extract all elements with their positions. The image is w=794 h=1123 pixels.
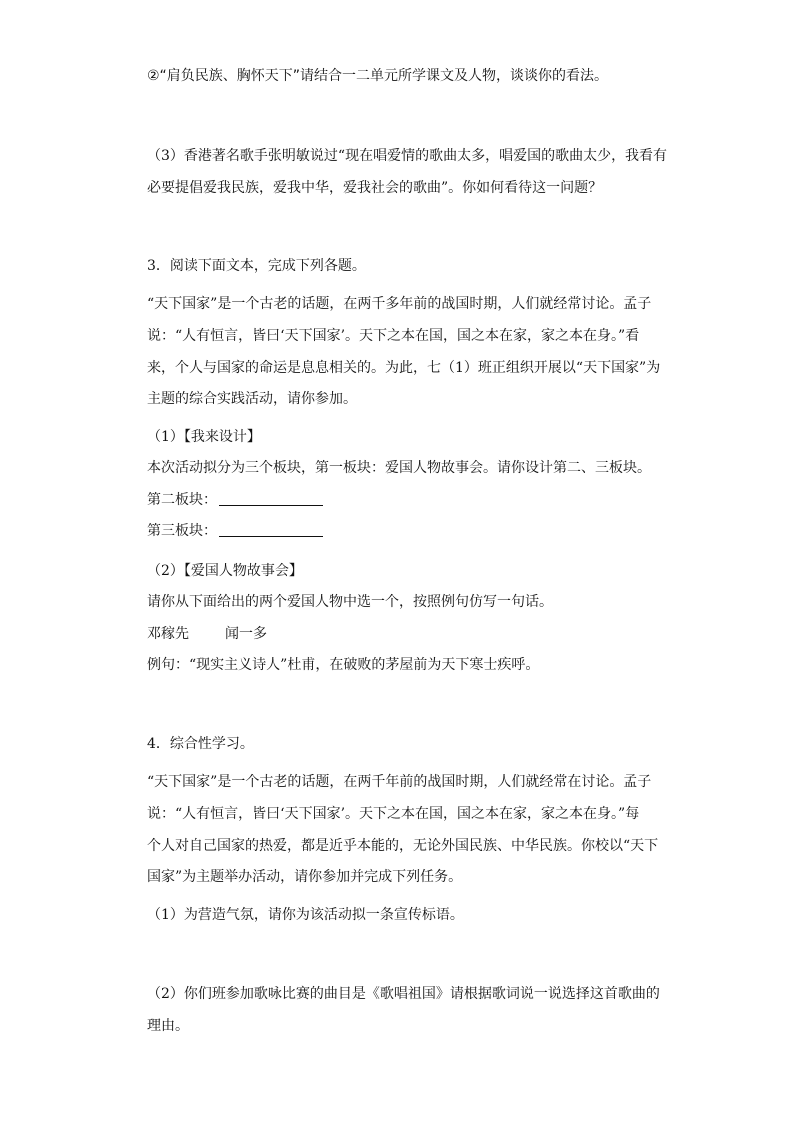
q3-part1-desc: 本次活动拟分为三个板块，第一板块：爱国人物故事会。请你设计第二、三板块。 bbox=[147, 460, 651, 476]
q3-block2-row bbox=[147, 490, 323, 510]
q3-block3-row bbox=[147, 521, 323, 541]
q4-passage-line2: 说：“人有恒言，皆曰‘天下国家’。天下之本在国，国之本在家，家之本在身。”每 bbox=[147, 806, 640, 822]
q3-part1-title: （1）【我来设计】 bbox=[147, 429, 261, 445]
q3-block2-answer-blank[interactable] bbox=[219, 491, 323, 506]
q4-passage-line4: 国家”为主题举办活动，请你参加并完成下列任务。 bbox=[147, 869, 463, 885]
q4-heading: 4．综合性学习。 bbox=[147, 736, 254, 752]
q3-part2-title: （2）【爱国人物故事会】 bbox=[147, 563, 303, 579]
q2-part3-line2: 必要提倡爱我民族，爱我中华，爱我社会的歌曲”。你如何看待这一问题？ bbox=[147, 180, 603, 196]
q4-part2-line1: （2）你们班参加歌咏比赛的曲目是《歌唱祖国》请根据歌词说一说选择这首歌曲的 bbox=[147, 986, 660, 1002]
q4-part1: （1）为营造气氛，请你为该活动拟一条宣传标语。 bbox=[147, 907, 464, 923]
q3-person1: 邓稼先 bbox=[147, 626, 189, 642]
q3-passage-line1: “天下国家”是一个古老的话题，在两千多年前的战国时期，人们就经常讨论。孟子 bbox=[147, 296, 652, 312]
q3-example: 例句：“现实主义诗人”杜甫，在破败的茅屋前为天下寒士疾呼。 bbox=[147, 657, 540, 673]
q3-block3-answer-blank[interactable] bbox=[219, 522, 323, 537]
q4-passage-line1: “天下国家”是一个古老的话题，在两千年前的战国时期，人们就经常在讨论。孟子 bbox=[147, 774, 652, 790]
q3-passage-line3: 来，个人与国家的命运是息息相关的。为此，七（1）班正组织开展以“天下国家”为 bbox=[147, 360, 661, 376]
q3-heading: 3．阅读下面文本，完成下列各题。 bbox=[147, 258, 366, 274]
q3-persons bbox=[147, 624, 267, 644]
q3-block3-label: 第三板块： bbox=[147, 523, 217, 539]
q4-passage-line3: 个人对自己国家的热爱，都是近乎本能的，无论外国民族、中华民族。你校以“天下 bbox=[147, 838, 659, 854]
q3-block2-label: 第二板块： bbox=[147, 492, 217, 508]
q4-part2-line2: 理由。 bbox=[147, 1018, 189, 1034]
q2-part3-line1: （3）香港著名歌手张明敏说过“现在唱爱情的歌曲太多，唱爱国的歌曲太少，我看有 bbox=[147, 148, 668, 164]
q3-passage-line2: 说：“人有恒言，皆曰‘天下国家’。天下之本在国，国之本在家，家之本在身。”看 bbox=[147, 328, 640, 344]
q2-item2: ②“肩负民族、胸怀天下”请结合一二单元所学课文及人物，谈谈你的看法。 bbox=[147, 68, 609, 84]
q3-part2-desc: 请你从下面给出的两个爱国人物中选一个，按照例句仿写一句话。 bbox=[147, 594, 553, 610]
q3-passage-line4: 主题的综合实践活动，请你参加。 bbox=[147, 391, 357, 407]
q3-person2: 闻一多 bbox=[225, 626, 267, 642]
